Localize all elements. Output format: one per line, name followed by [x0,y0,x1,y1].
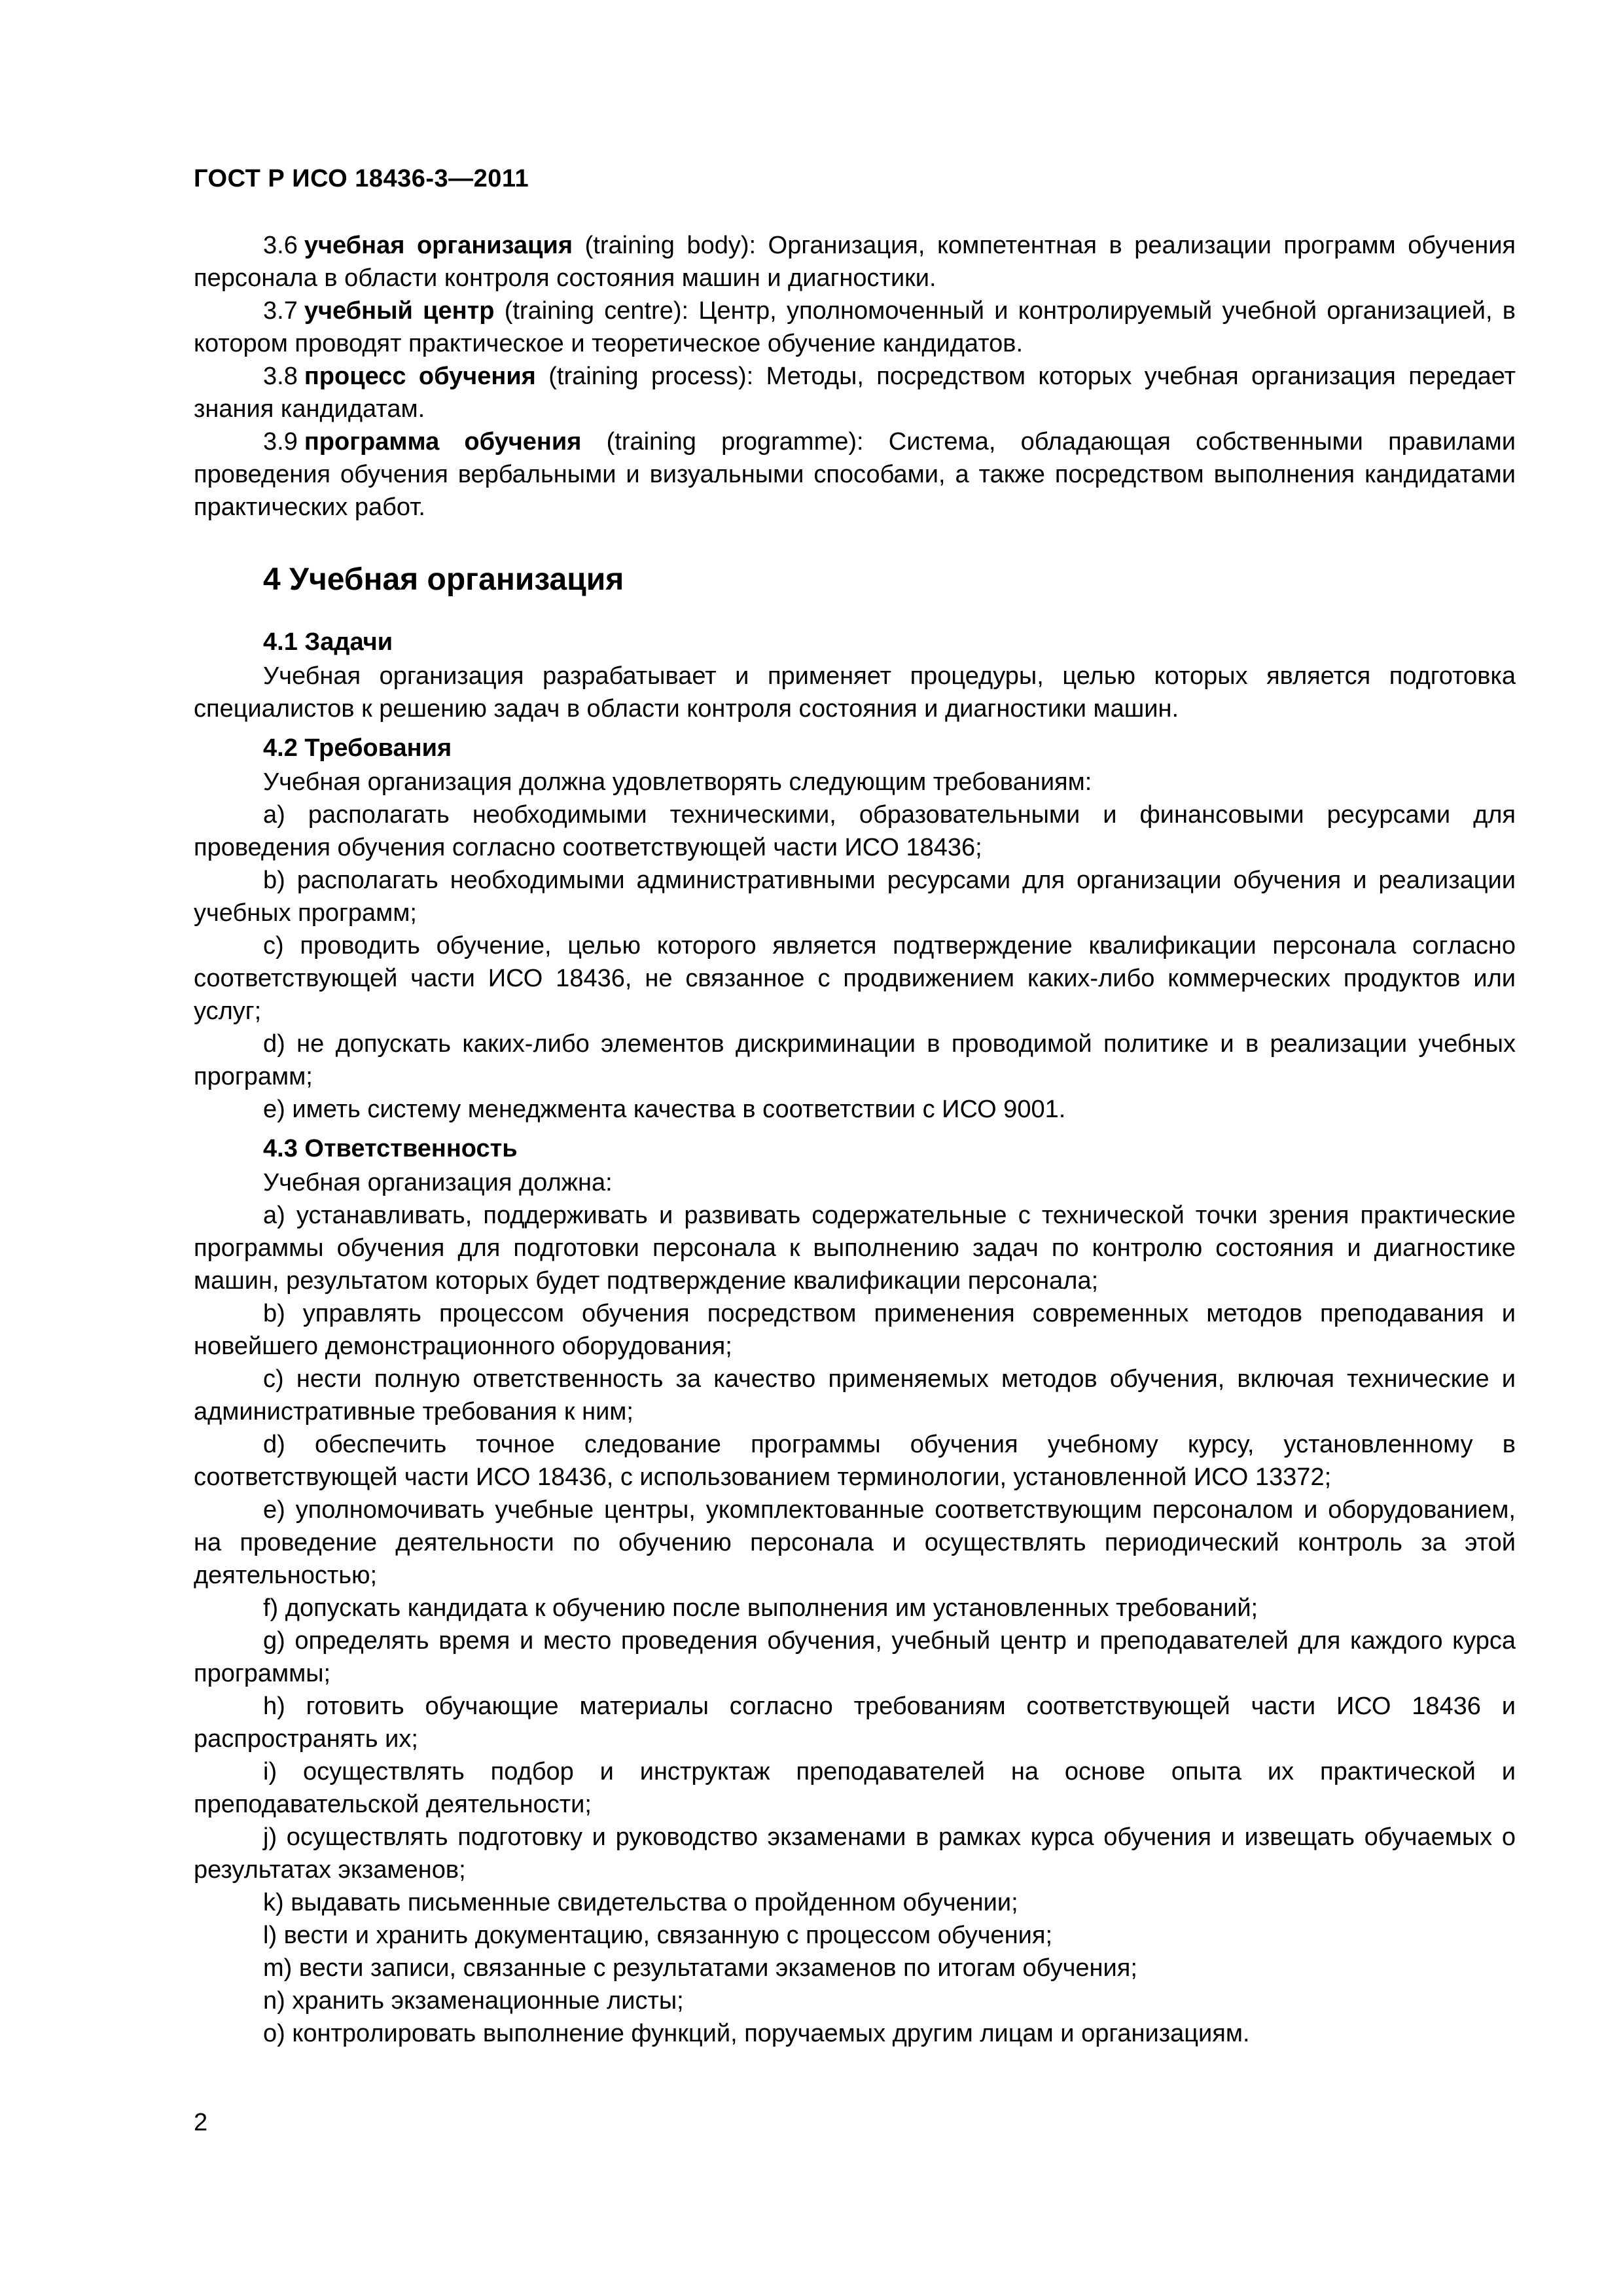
section-4-1-title: 4.1 Задачи [263,628,393,656]
definition-text: (training programme): Система, обладающая собственными правилами проведения обучения вербальными и визуальными способами, а также посредством выполнения кандидатами практических работ. [194,428,1516,521]
requirement-item-c: c) проводить обучение, целью которого является подтверждение квалификации персонала согласно соответствующей части ИСО 18436, не связанное с продвижением каких-либо коммерческих продуктов или услуг; [194,932,1516,1025]
responsibility-item-n: n) хранить экзаменационные листы; [263,1987,684,2015]
page-number: 2 [194,2109,208,2136]
section-4-3-intro: Учебная организация должна: [263,1169,613,1196]
responsibility-item-g: g) определять время и место проведения обучения, учебный центр и преподавателей для каждого курса программы; [194,1627,1516,1687]
section-4-3-title: 4.3 Ответственность [263,1135,518,1162]
section-4-2-intro: Учебная организация должна удовлетворять следующим требованиям: [263,768,1092,796]
section-4-title: 4 Учебная организация [263,562,624,597]
term: процесс обучения [304,363,536,390]
document-header: ГОСТ Р ИСО 18436-3—2011 [194,165,529,192]
responsibility-item-l: l) вести и хранить документацию, связанную с процессом обучения; [263,1922,1053,1949]
term: учебная организация [304,232,573,259]
responsibility-item-j: j) осуществлять подготовку и руководство экзаменами в рамках курса обучения и извещать обучаемых о результатах экзаменов; [194,1823,1516,1884]
requirement-item-d: d) не допускать каких-либо элементов дискриминации в проводимой политике и в реализации учебных программ; [194,1030,1516,1090]
responsibility-item-e: e) уполномочивать учебные центры, укомплектованные соответствующим персоналом и оборудованием, на проведение деятельности по обучению персонала и осуществлять периодический контроль за этой деятельностью; [194,1496,1516,1589]
definition-text: (training centre): Центр, уполномоченный и контролируемый учебной организацией, в котором проводят практическое и теоретическое обучение кандидатов. [194,297,1516,357]
responsibility-item-d: d) обеспечить точное следование программы обучения учебному курсу, установленному в соответствующей части ИСО 18436, с использованием терминологии, установленной ИСО 13372; [194,1431,1516,1491]
responsibility-item-i: i) осуществлять подбор и инструктаж преподавателей на основе опыта их практической и преподавательской деятельности; [194,1758,1516,1818]
clause-number: 3.7 [263,297,298,325]
document-body [194,229,1516,2050]
term: учебный центр [304,297,495,325]
clause-number: 3.9 [263,428,298,456]
responsibility-item-a: a) устанавливать, поддерживать и развивать содержательные с технической точки зрения практические программы обучения для подготовки персонала к выполнению задач по контролю состояния и диагностике машин, результатом которых будет подтверждение квалификации персонала; [194,1202,1516,1295]
definition-3-8 [194,360,1516,425]
requirement-item-e: e) иметь систему менеджмента качества в соответствии с ИСО 9001. [263,1096,1066,1123]
responsibility-item-b: b) управлять процессом обучения посредством применения современных методов преподавания и новейшего демонстрационного оборудования; [194,1300,1516,1360]
responsibility-item-c: c) нести полную ответственность за качество применяемых методов обучения, включая технические и административные требования к ним; [194,1365,1516,1426]
requirement-item-a: a) располагать необходимыми техническими, образовательными и финансовыми ресурсами для проведения обучения согласно соответствующей части ИСО 18436; [194,801,1516,861]
term: программа обучения [304,428,582,456]
definition-3-9 [194,425,1516,524]
section-4-1-text: Учебная организация разрабатывает и применяет процедуры, целью которых является подготовка специалистов к решению задач в области контроля состояния и диагностики машин. [194,662,1516,723]
definition-3-6 [194,229,1516,295]
definition-3-7 [194,295,1516,360]
definition-text: (training body): Организация, компетентная в реализации программ обучения персонала в области контроля состояния машин и диагностики. [194,232,1516,292]
clause-number: 3.6 [263,232,298,259]
definition-text: (training process): Методы, посредством которых учебная организация передает знания кандидатам. [194,363,1516,423]
responsibility-item-m: m) вести записи, связанные с результатами экзаменов по итогам обучения; [263,1954,1137,1982]
responsibility-item-k: k) выдавать письменные свидетельства о пройденном обучении; [263,1889,1018,1916]
clause-number: 3.8 [263,363,298,390]
requirement-item-b: b) располагать необходимыми административными ресурсами для организации обучения и реализации учебных программ; [194,867,1516,927]
responsibility-item-o: o) контролировать выполнение функций, поручаемых другим лицам и организациям. [263,2020,1250,2047]
responsibility-item-f: f) допускать кандидата к обучению после выполнения им установленных требований; [263,1594,1258,1622]
section-4-2-title: 4.2 Требования [263,734,452,762]
responsibility-item-h: h) готовить обучающие материалы согласно требованиям соответствующей части ИСО 18436 и распространять их; [194,1693,1516,1753]
